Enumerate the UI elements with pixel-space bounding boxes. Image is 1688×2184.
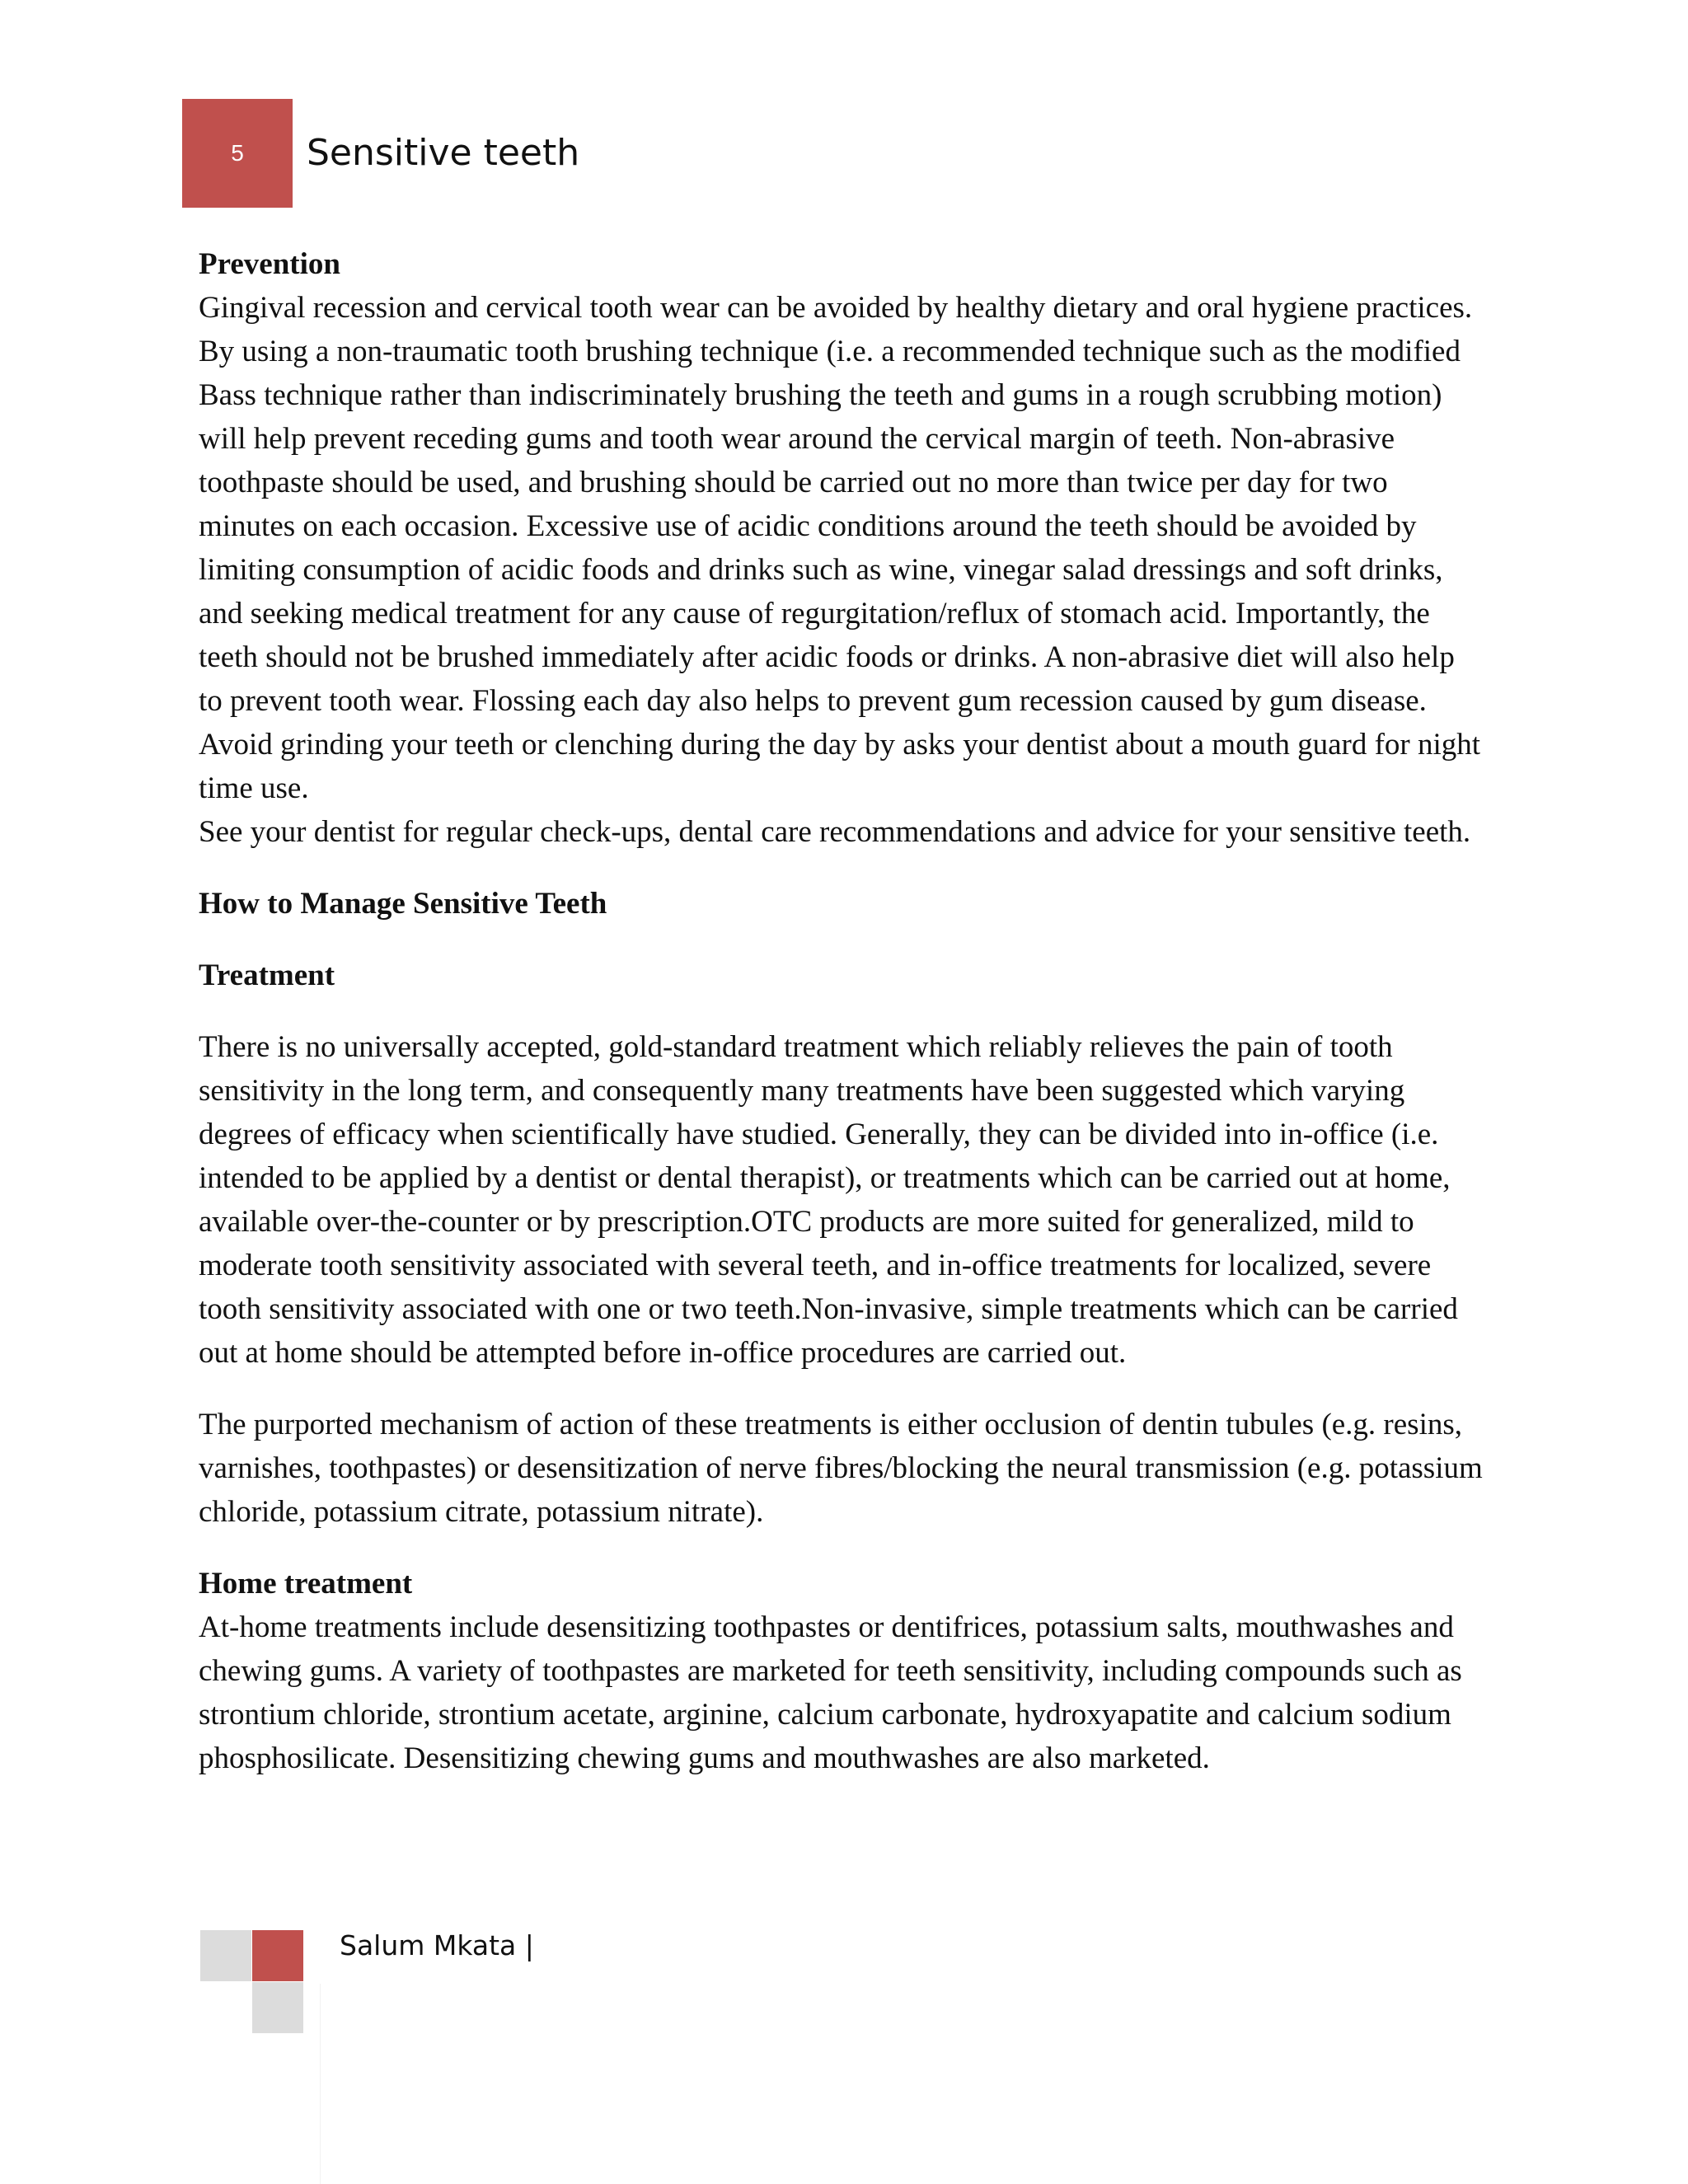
treatment-heading: Treatment bbox=[199, 958, 335, 992]
footer-decor-block-gray-2 bbox=[252, 1982, 303, 2033]
prevention-paragraph: Gingival recession and cervical tooth wear can be avoided by healthy dietary and oral hygiene practices. By using a non-traumatic tooth brushing technique (i.e. a recommended technique such as the modified Bass technique rather than indiscriminately brushing the teeth and gums in a rough scrubbing motion) will help prevent receding gums and tooth wear around the cervical margin of teeth. Non-abrasive toothpaste should be used, and brushing should be carried out no more than twice per day for two minutes on each occasion. Excessive use of acidic conditions around the teeth should be avoided by limiting consumption of acidic foods and drinks such as wine, vinegar salad dressings and soft drinks, and seeking medical treatment for any cause of regurgitation/reflux of stomach acid. Importantly, the teeth should not be brushed immediately after acidic foods or drinks. A non-abrasive diet will also help to prevent tooth wear. Flossing each day also helps to prevent gum recession caused by gum disease. Avoid grinding your teeth or clenching during the day by asks your dentist about a mouth guard for night time use. bbox=[199, 291, 1481, 805]
prevention-heading: Prevention bbox=[199, 247, 340, 281]
page-title: Sensitive teeth bbox=[307, 132, 580, 174]
footer-decor-block-gray-1 bbox=[200, 1930, 251, 1981]
treatment-paragraph: There is no universally accepted, gold-standard treatment which reliably relieves the pain of tooth sensitivity in the long term, and consequently many treatments have been suggested which varying degrees of efficacy when scientifically have studied. Generally, they can be divided into in-office (i.e. intended to be applied by a dentist or dental therapist), or treatments which can be carried out at home, available over-the-counter or by prescription.OTC products are more suited for generalized, mild to moderate tooth sensitivity associated with several teeth, and in-office treatments for localized, severe tooth sensitivity associated with one or two teeth.Non-invasive, simple treatments which can be carried out at home should be attempted before in-office procedures are carried out. bbox=[199, 1030, 1458, 1370]
home-treatment-heading: Home treatment bbox=[199, 1567, 413, 1601]
footer-divider bbox=[320, 1984, 321, 2184]
page-number: 5 bbox=[231, 140, 244, 166]
mechanism-paragraph: The purported mechanism of action of these treatments is either occlusion of dentin tubules (e.g. resins, varnishes, toothpastes) or desensitization of nerve fibres/blocking the neural transmission (e.g. potassium chloride, potassium citrate, potassium nitrate). bbox=[199, 1408, 1483, 1529]
prevention-advice-paragraph: See your dentist for regular check-ups, dental care recommendations and advice for your sensitive teeth. bbox=[199, 815, 1471, 849]
home-treatment-paragraph: At-home treatments include desensitizing toothpastes or dentifrices, potassium salts, mouthwashes and chewing gums. A variety of toothpastes are marketed for teeth sensitivity, including compounds such as strontium chloride, strontium acetate, arginine, calcium carbonate, hydroxyapatite and calcium sodium phosphosilicate. Desensitizing chewing gums and mouthwashes are also marketed. bbox=[199, 1610, 1462, 1775]
document-body bbox=[199, 242, 1484, 1780]
footer-author: Salum Mkata | bbox=[340, 1929, 534, 1961]
page-number-badge bbox=[182, 99, 293, 208]
footer-decor-block-red bbox=[252, 1930, 303, 1981]
manage-heading: How to Manage Sensitive Teeth bbox=[199, 887, 607, 921]
